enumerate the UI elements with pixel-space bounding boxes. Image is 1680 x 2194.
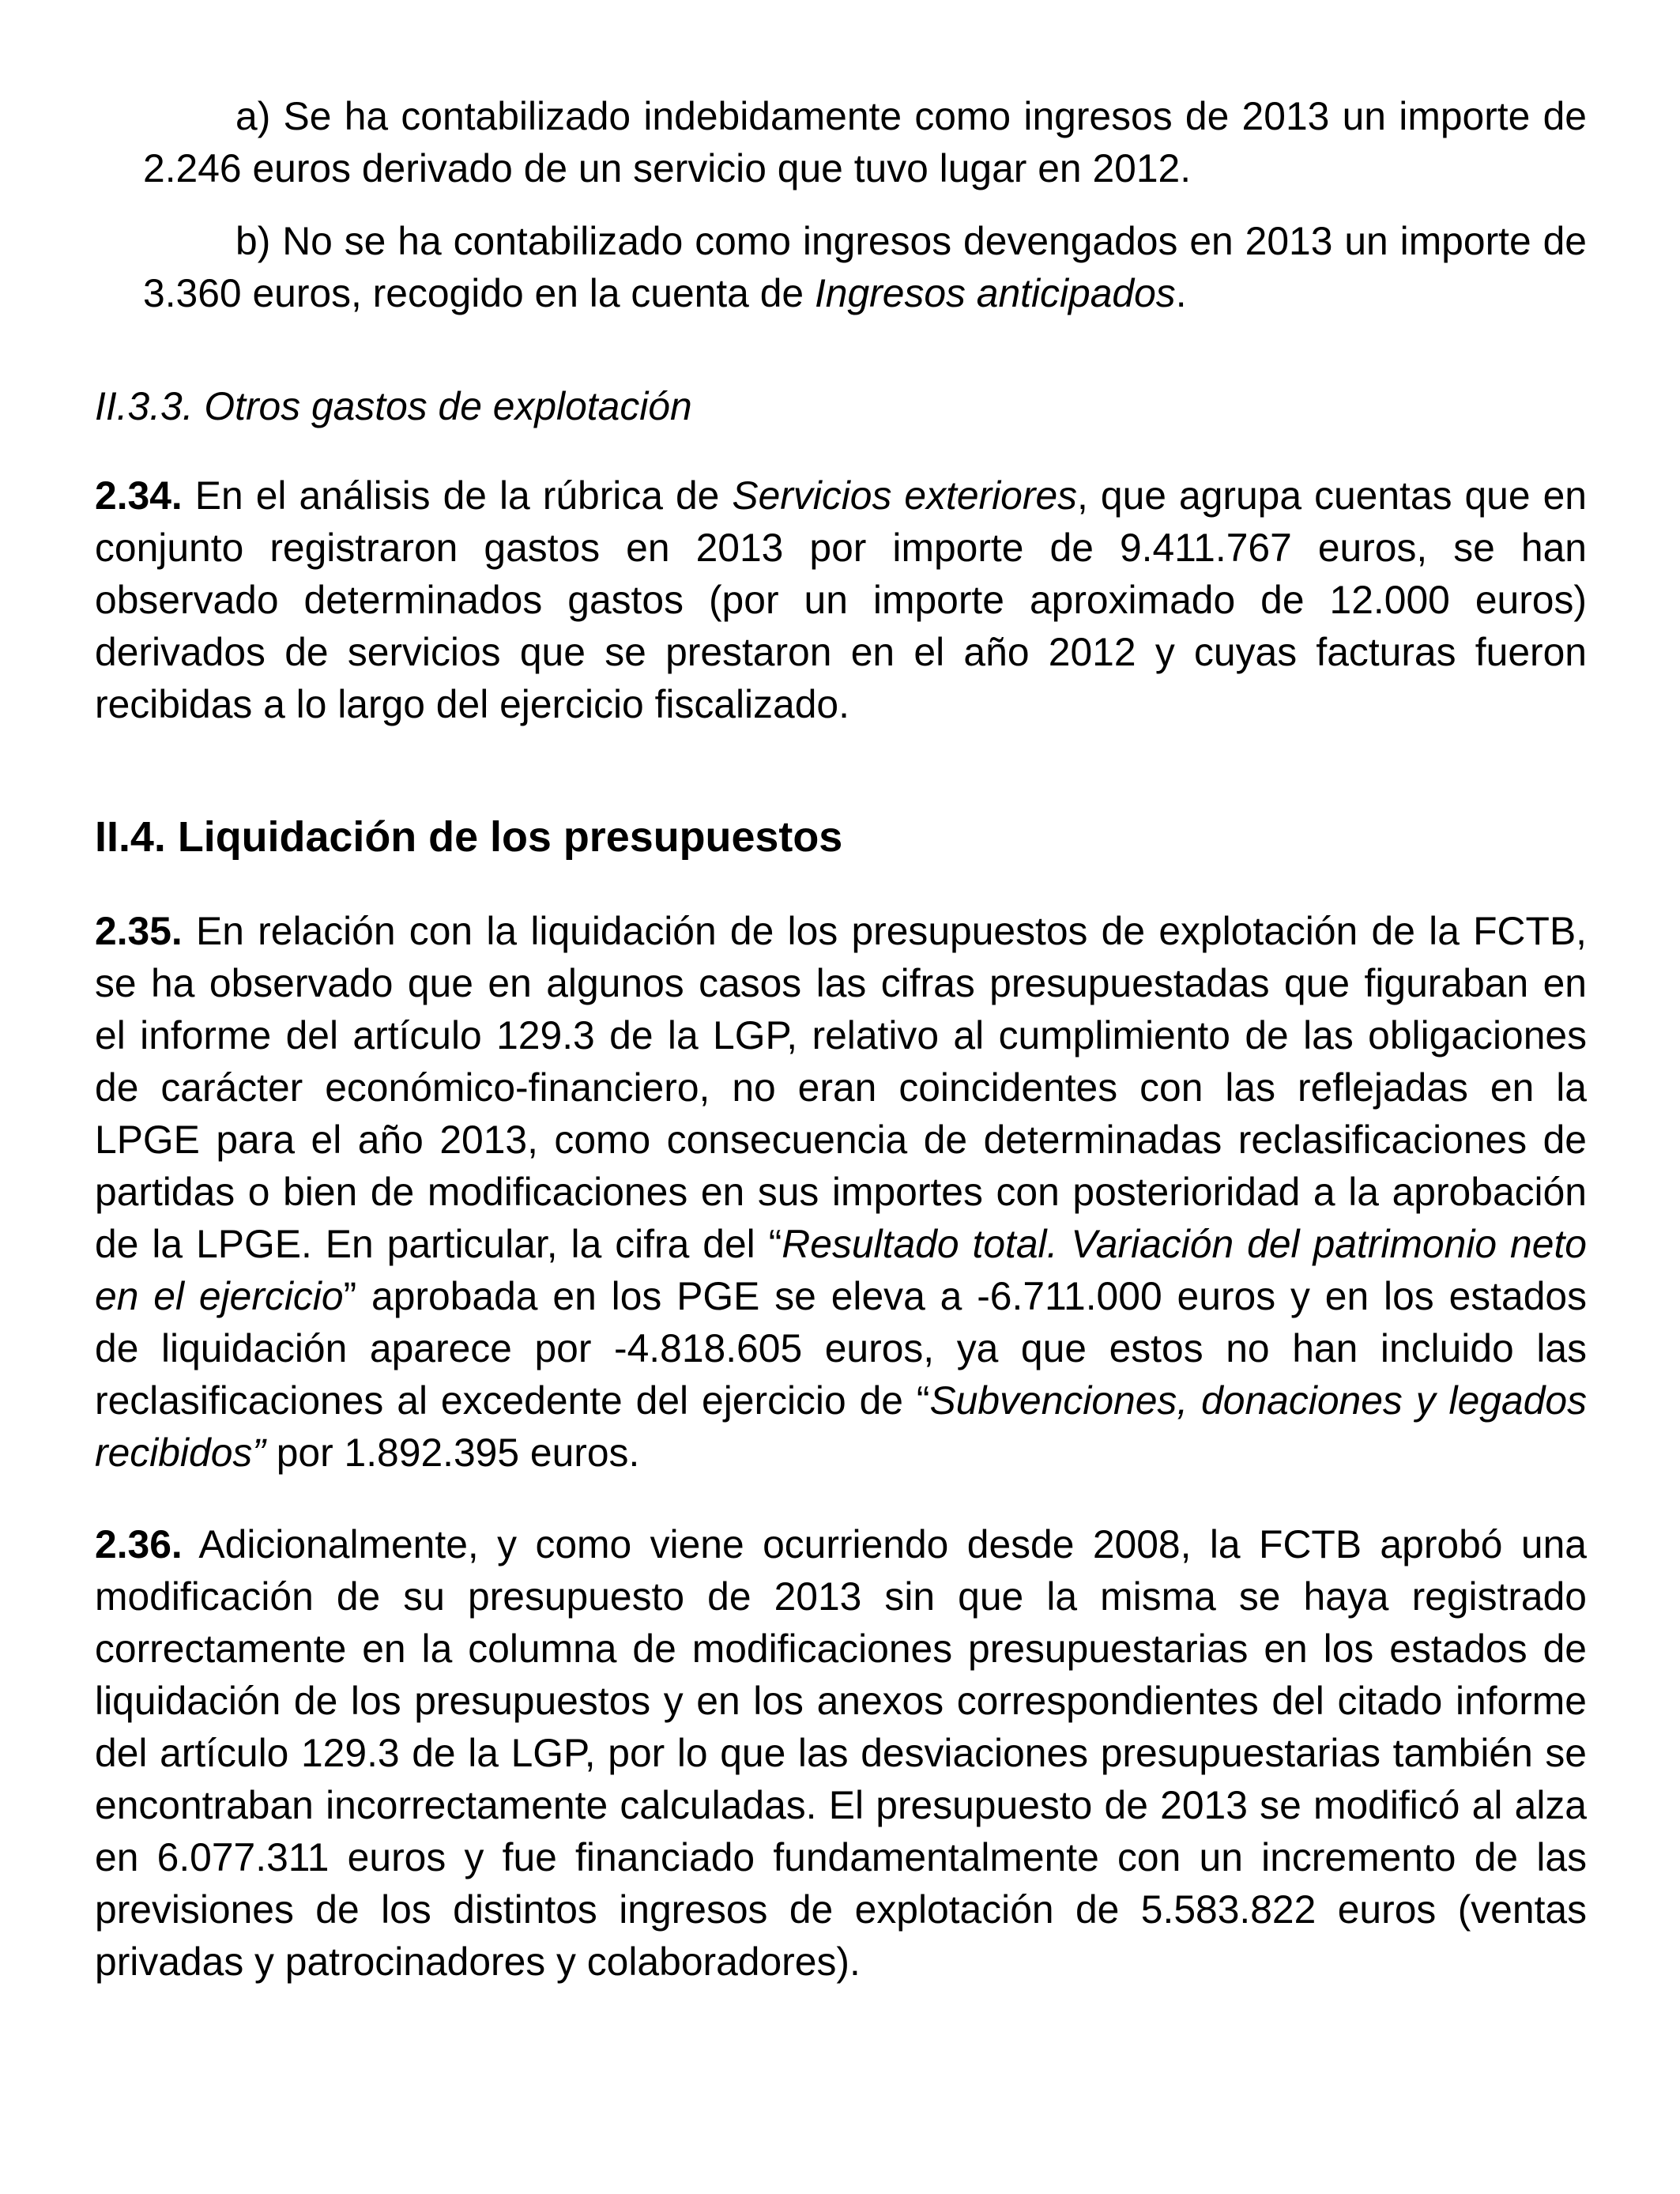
text-line	[95, 905, 1587, 957]
paragraph-number: 2.36.	[95, 1522, 183, 1566]
subsection-heading: II.3.3. Otros gastos de explotación	[95, 384, 692, 428]
text-line	[95, 1061, 1587, 1114]
text-line	[95, 1570, 1587, 1623]
italic-quote: Subvenciones, donaciones y legados	[929, 1378, 1587, 1423]
text-run: 3.360 euros, recogido en la cuenta de	[143, 271, 804, 315]
text-run: ” aprobada en los PGE se eleva a -6.711.000 euros y en los estados	[343, 1274, 1587, 1318]
text-line	[95, 1623, 1587, 1675]
text-line	[95, 1166, 1587, 1218]
paragraph-2-35	[95, 905, 1587, 1479]
text-run: .	[1175, 271, 1187, 315]
text-run: previsiones de los distintos ingresos de explotación de 5.583.822 euros (ventas	[95, 1887, 1587, 1932]
text-run: encontraban incorrectamente calculadas. El presupuesto de 2013 se modificó al alza	[95, 1783, 1587, 1827]
text-line	[95, 522, 1587, 574]
text-run: recibidas a lo largo del ejercicio fiscalizado.	[95, 682, 849, 726]
text-run: Adicionalmente, y como viene ocurriendo desde 2008, la FCTB aprobó una	[198, 1522, 1587, 1566]
text-run: En el análisis de la rúbrica de	[194, 473, 720, 518]
text-line	[143, 142, 1587, 194]
text-run: conjunto registraron gastos en 2013 por importe de 9.411.767 euros, se han	[95, 526, 1587, 570]
text-line	[95, 1009, 1587, 1061]
text-run: a) Se ha contabilizado indebidamente como ingresos de 2013 un importe de	[235, 94, 1587, 138]
text-run: por 1.892.395 euros.	[276, 1431, 640, 1475]
text-run: partidas o bien de modificaciones en sus importes con posterioridad a la aprobación	[95, 1170, 1587, 1214]
text-run: correctamente en la columna de modificaciones presupuestarias en los estados de	[95, 1627, 1587, 1671]
text-line	[95, 1427, 1587, 1479]
text-run: reclasificaciones al excedente del ejercicio de “	[95, 1378, 930, 1423]
section-heading: II.4. Liquidación de los presupuestos	[95, 813, 843, 861]
paragraph-2-36	[95, 1518, 1587, 1988]
paragraph-2-34	[95, 469, 1587, 730]
text-run: LPGE para el año 2013, como consecuencia de determinadas reclasificaciones de	[95, 1118, 1587, 1162]
text-run: modificación de su presupuesto de 2013 sin que la misma se haya registrado	[95, 1574, 1587, 1619]
text-run: observado determinados gastos (por un importe aproximado de 12.000 euros)	[95, 578, 1587, 622]
text-run: liquidación de los presupuestos y en los anexos correspondientes del citado informe	[95, 1679, 1587, 1723]
text-run: se ha observado que en algunos casos las cifras presupuestadas que figuraban en	[95, 961, 1587, 1005]
text-run: de carácter económico-financiero, no eran coincidentes con las reflejadas en la	[95, 1065, 1587, 1110]
paragraph-number: 2.34.	[95, 473, 183, 518]
text-line	[95, 1270, 1587, 1322]
text-line	[95, 1518, 1587, 1570]
text-line	[95, 574, 1587, 626]
text-run: de liquidación aparece por -4.818.605 euros, ya que estos no han incluido las	[95, 1326, 1587, 1370]
text-line	[143, 267, 1587, 319]
text-line	[95, 957, 1587, 1009]
text-run: el informe del artículo 129.3 de la LGP, relativo al cumplimiento de las obligaciones	[95, 1013, 1587, 1057]
text-line	[95, 1831, 1587, 1883]
paragraph-number: 2.35.	[95, 909, 183, 953]
text-run: , que agrupa cuentas que en	[1077, 473, 1587, 518]
text-line	[95, 1114, 1587, 1166]
text-line	[95, 1936, 1587, 1988]
text-run: de la LPGE. En particular, la cifra del “	[95, 1222, 782, 1266]
text-run: privadas y patrocinadores y colaboradores).	[95, 1940, 861, 1984]
italic-quote: en el ejercicio	[95, 1274, 344, 1318]
text-line	[95, 1218, 1587, 1270]
text-line	[95, 1322, 1587, 1374]
list-item-b	[143, 215, 1587, 319]
text-line	[95, 1374, 1587, 1427]
text-line	[143, 215, 1587, 267]
text-line	[95, 1727, 1587, 1779]
italic-term: Servicios exteriores	[732, 473, 1078, 518]
italic-quote: recibidos”	[95, 1431, 266, 1475]
text-run: b) No se ha contabilizado como ingresos devengados en 2013 un importe de	[235, 219, 1587, 263]
text-line	[95, 1883, 1587, 1936]
text-run: derivados de servicios que se prestaron en el año 2012 y cuyas facturas fueron	[95, 630, 1587, 674]
text-run: En relación con la liquidación de los presupuestos de explotación de la FCTB,	[196, 909, 1587, 953]
text-line	[95, 678, 1587, 730]
list-item-a	[143, 90, 1587, 194]
text-run: del artículo 129.3 de la LGP, por lo que las desviaciones presupuestarias también se	[95, 1731, 1587, 1775]
text-line	[95, 469, 1587, 522]
text-line	[143, 90, 1587, 142]
italic-term: Ingresos anticipados	[814, 271, 1176, 315]
text-line	[95, 1675, 1587, 1727]
text-run: en 6.077.311 euros y fue financiado fundamentalmente con un incremento de las	[95, 1835, 1587, 1879]
text-run: 2.246 euros derivado de un servicio que tuvo lugar en 2012.	[143, 146, 1192, 190]
text-line	[95, 626, 1587, 678]
italic-quote: Resultado total. Variación del patrimonio neto	[782, 1222, 1587, 1266]
text-line	[95, 1779, 1587, 1831]
